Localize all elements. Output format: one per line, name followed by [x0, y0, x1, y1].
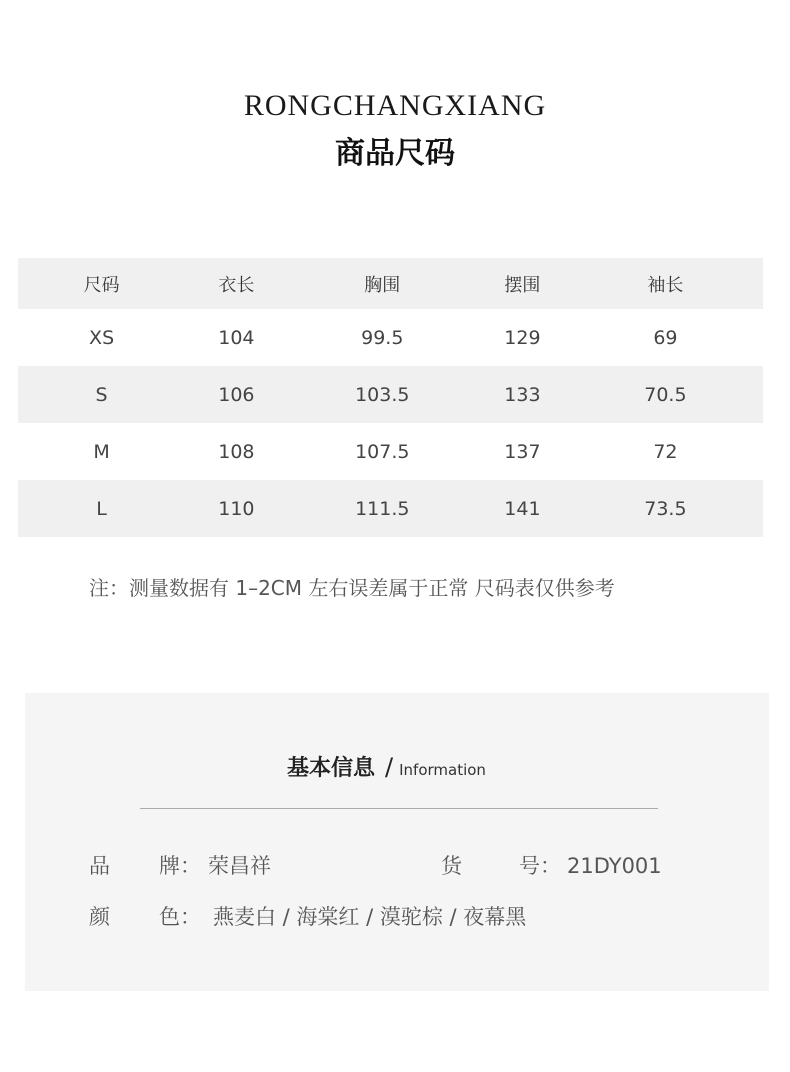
- table-cell: L: [96, 497, 107, 520]
- table-cell: 103.5: [355, 383, 410, 406]
- brand-label-char: 品: [89, 854, 110, 878]
- column-header: 袖长: [647, 274, 684, 296]
- column-header: 尺码: [83, 274, 120, 296]
- info-heading-zh: 基本信息: [287, 756, 376, 781]
- table-cell: 72: [653, 440, 678, 463]
- table-cell: 141: [504, 497, 541, 520]
- table-row: [18, 423, 763, 480]
- table-cell: 110: [218, 497, 255, 520]
- color-label-char: 颜: [89, 905, 110, 929]
- sku-value: 21DY001: [567, 854, 662, 878]
- info-heading-separator: /: [385, 753, 394, 781]
- basic-info-panel: [25, 693, 769, 991]
- column-header: 胸围: [364, 274, 401, 296]
- table-row: [18, 366, 763, 423]
- brand-label-suffix: 牌：: [159, 854, 201, 878]
- size-table: [18, 258, 763, 537]
- sku-label-suffix: 号：: [519, 854, 561, 878]
- table-cell: 70.5: [644, 383, 687, 406]
- divider: [140, 808, 658, 809]
- table-cell: 129: [504, 326, 541, 349]
- info-heading-en: Information: [399, 761, 486, 779]
- brand-name: RONGCHANGXIANG: [243, 89, 547, 122]
- brand-value: 荣昌祥: [208, 854, 271, 878]
- sku-label-char: 货: [441, 854, 462, 878]
- column-header: 摆围: [504, 274, 541, 296]
- table-cell: 73.5: [644, 497, 687, 520]
- info-heading: [287, 750, 486, 787]
- table-cell: 108: [218, 440, 255, 463]
- column-header: 衣长: [218, 274, 255, 296]
- table-cell: 111.5: [355, 497, 410, 520]
- table-cell: 104: [218, 326, 255, 349]
- table-cell: 69: [653, 326, 678, 349]
- table-row: [18, 309, 763, 366]
- table-cell: S: [95, 383, 108, 406]
- table-cell: 107.5: [355, 440, 410, 463]
- measurement-note: 注：测量数据有 1–2CM 左右误差属于正常 尺码表仅供参考: [89, 576, 615, 600]
- color-value: 燕麦白 / 海棠红 / 漠驼棕 / 夜幕黑: [213, 905, 527, 929]
- color-label-suffix: 色：: [159, 905, 201, 929]
- table-cell: 99.5: [361, 326, 404, 349]
- page-title: 商品尺码: [335, 136, 455, 171]
- table-cell: 137: [504, 440, 541, 463]
- table-header-row: [18, 258, 763, 309]
- table-cell: M: [93, 440, 110, 463]
- table-row: [18, 480, 763, 537]
- table-cell: 106: [218, 383, 255, 406]
- table-cell: XS: [89, 326, 115, 349]
- table-cell: 133: [504, 383, 541, 406]
